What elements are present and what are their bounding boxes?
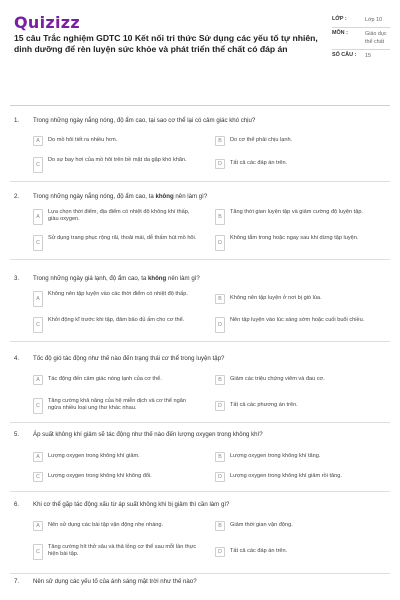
- option-letter: C: [33, 544, 43, 560]
- option-letter: B: [215, 209, 225, 225]
- option-text: Tăng thời gian luyện tập và giảm cường độ luyện tập.: [230, 209, 363, 215]
- option-text: Tác động đến cảm giác nóng lạnh của cơ thể.: [48, 376, 162, 382]
- option-c[interactable]: [33, 544, 199, 560]
- option-letter: B: [215, 294, 225, 304]
- option-a[interactable]: [33, 453, 199, 462]
- meta-subject-value: Giáo dục thể chất: [365, 31, 387, 45]
- option-b[interactable]: [215, 376, 381, 385]
- option-c[interactable]: [33, 157, 199, 173]
- option-letter: A: [33, 521, 43, 531]
- option-letter: D: [215, 235, 225, 251]
- option-d[interactable]: [215, 402, 381, 411]
- question-divider: [10, 181, 390, 182]
- question-text: Trong những ngày nắng nóng, độ ẩm cao, ta không nên làm gì?: [33, 193, 208, 200]
- meta-class: [332, 14, 390, 28]
- option-letter: C: [33, 235, 43, 251]
- option-text: Do sự bay hơi của mồ hôi trên bề mặt da gặp khó khăn.: [48, 157, 187, 163]
- question-number: 7.: [14, 578, 20, 585]
- option-letter: B: [215, 452, 225, 462]
- option-text: Tất cả các đáp án trên.: [230, 160, 288, 166]
- option-b[interactable]: [215, 209, 381, 225]
- option-letter: A: [33, 136, 43, 146]
- option-text: Lượng oxygen trong không khí không đổi.: [48, 473, 152, 479]
- question-divider: [10, 491, 390, 492]
- option-text: Giảm các triệu chứng viêm và đau cơ.: [230, 376, 325, 382]
- option-a[interactable]: [33, 291, 199, 307]
- option-a[interactable]: [33, 522, 199, 531]
- option-text: Lượng oxygen trong không khí giảm rồi tăng.: [230, 473, 342, 479]
- option-letter: B: [215, 136, 225, 146]
- option-c[interactable]: [33, 235, 199, 251]
- option-letter: D: [215, 401, 225, 411]
- meta-class-label: LỚP :: [332, 16, 347, 22]
- meta-subject-label: MÔN :: [332, 30, 348, 36]
- option-c[interactable]: [33, 398, 199, 414]
- question-text: Trong những ngày giá lạnh, độ ẩm cao, ta không nên làm gì?: [33, 275, 200, 282]
- option-letter: D: [215, 317, 225, 333]
- header-divider: [10, 105, 390, 106]
- question-number: 5.: [14, 431, 20, 438]
- option-text: Giảm thời gian vận động.: [230, 522, 293, 528]
- option-text: Tăng cường khả năng của hệ miễn dịch và cơ thể ngăn ngừa nhiều loại ung thư khác nhau.: [48, 398, 186, 412]
- option-text: Không nên tập luyện ở nơi bị gió lùa.: [230, 295, 322, 301]
- quizizz-logo: Quizizz: [14, 13, 80, 32]
- option-d[interactable]: [215, 548, 381, 557]
- option-letter: A: [33, 291, 43, 307]
- meta-count-value: 15: [365, 53, 371, 59]
- option-a[interactable]: [33, 209, 199, 225]
- question-number: 2.: [14, 193, 20, 200]
- question-number: 4.: [14, 355, 20, 362]
- option-letter: B: [215, 521, 225, 531]
- option-text: Sử dụng trang phục rộng rãi, thoải mái, dễ thấm hút mồ hôi.: [48, 235, 197, 241]
- option-text: Không tắm trong hoặc ngay sau khi dừng tập luyện.: [230, 235, 359, 241]
- option-text: Lựa chọn thời điểm, địa điểm có nhiệt độ không khí thấp, giàu oxygen.: [48, 209, 190, 223]
- question-text: Áp suất không khí giảm sẽ tác động như thế nào đến lượng oxygen trong không khí?: [33, 431, 263, 438]
- option-letter: D: [215, 547, 225, 557]
- meta-class-value: Lớp 10: [365, 17, 383, 23]
- option-letter: C: [33, 317, 43, 333]
- option-text: Nên sử dụng các bài tập vận động nhẹ nhàng.: [48, 522, 164, 528]
- option-letter: A: [33, 375, 43, 385]
- meta-count: [332, 50, 390, 63]
- option-letter: C: [33, 398, 43, 414]
- option-text: Tất cả các phương án trên.: [230, 402, 298, 408]
- worksheet-header: [0, 0, 400, 104]
- question-number: 1.: [14, 117, 20, 124]
- option-a[interactable]: [33, 137, 199, 146]
- worksheet-meta: [332, 14, 390, 63]
- option-letter: D: [215, 159, 225, 169]
- option-text: Nên tập luyện vào lúc sáng sớm hoặc cuối buổi chiều.: [230, 317, 365, 323]
- option-text: Tất cả các đáp án trên.: [230, 548, 288, 554]
- option-d[interactable]: [215, 235, 381, 251]
- option-letter: A: [33, 452, 43, 462]
- question-text: Nên sử dụng các yếu tố của ánh sáng mặt trời như thế nào?: [33, 578, 197, 585]
- option-letter: D: [215, 472, 225, 482]
- option-a[interactable]: [33, 376, 199, 385]
- question-divider: [10, 341, 390, 342]
- option-text: Do mồ hôi tiết ra nhiều hơn.: [48, 137, 118, 143]
- option-d[interactable]: [215, 317, 381, 333]
- option-text: Không nên tập luyện vào các thời điểm có nhiệt độ thấp.: [48, 291, 188, 297]
- option-b[interactable]: [215, 453, 381, 462]
- option-c[interactable]: [33, 473, 199, 482]
- option-letter: C: [33, 472, 43, 482]
- meta-subject: [332, 28, 390, 50]
- option-text: Tăng cường hít thở sâu và thả lỏng cơ thể sau mỗi lần thực hiện bài tập.: [48, 544, 197, 558]
- question-divider: [10, 259, 390, 260]
- meta-count-label: SỐ CÂU :: [332, 52, 357, 58]
- option-letter: B: [215, 375, 225, 385]
- question-divider: [10, 422, 390, 423]
- page-title: 15 câu Trắc nghiệm GDTC 10 Kết nối tri thức Sử dụng các yếu tố tự nhiên, dinh dưỡng để rèn luyện sức khỏe và phát triển thể chất có đáp án: [14, 33, 318, 54]
- option-text: Lượng oxygen trong không khí giảm.: [48, 453, 140, 459]
- option-d[interactable]: [215, 160, 381, 169]
- option-b[interactable]: [215, 295, 381, 304]
- question-text: Khi cơ thể gặp tác động xấu từ áp suất không khí bị giảm thì cần làm gì?: [33, 501, 230, 508]
- option-letter: C: [33, 157, 43, 173]
- question-divider: [10, 573, 390, 574]
- option-text: Khởi động kĩ trước khi tập, đảm bảo đủ ấm cho cơ thể.: [48, 317, 185, 323]
- option-letter: A: [33, 209, 43, 225]
- option-text: Lượng oxygen trong không khí tăng.: [230, 453, 321, 459]
- question-text: Tốc độ gió tác động như thế nào đến trạng thái cơ thể trong luyện tập?: [33, 355, 225, 362]
- option-b[interactable]: [215, 522, 381, 531]
- question-number: 6.: [14, 501, 20, 508]
- option-d[interactable]: [215, 473, 381, 482]
- question-text: Trong những ngày nắng nóng, độ ẩm cao, tại sao cơ thể lại có cảm giác khó chịu?: [33, 117, 256, 124]
- option-b[interactable]: [215, 137, 381, 146]
- option-c[interactable]: [33, 317, 199, 333]
- option-text: Do cơ thể phải chịu lạnh.: [230, 137, 293, 143]
- question-number: 3.: [14, 275, 20, 282]
